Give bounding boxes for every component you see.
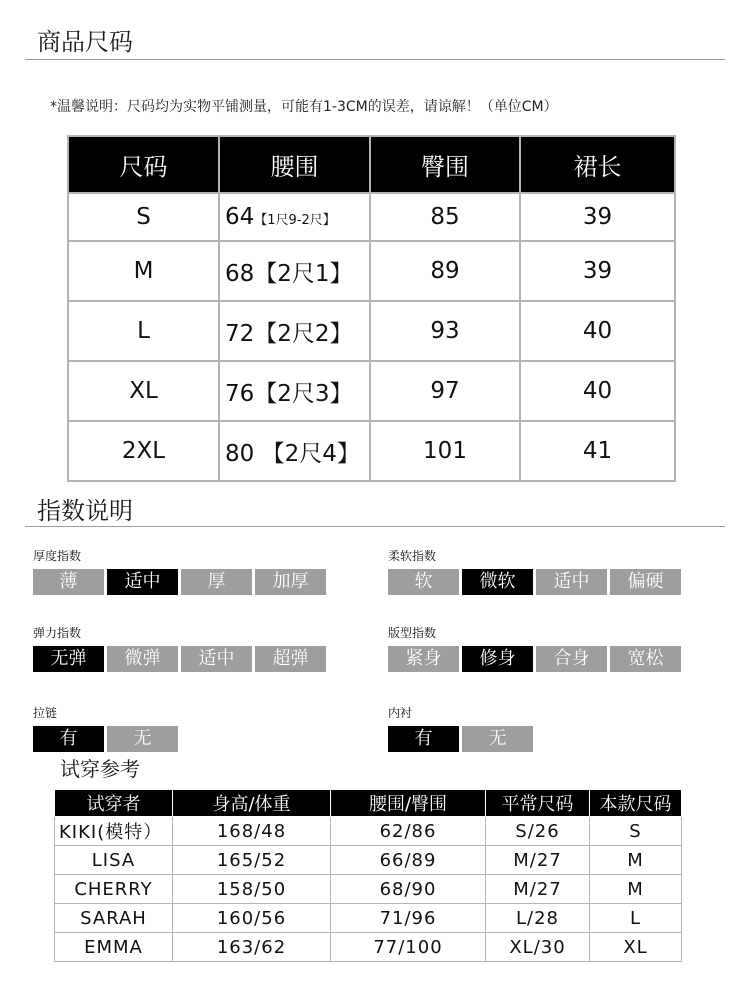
fit-index-scale	[388, 646, 681, 672]
usual-size-cell: S/26	[486, 817, 590, 846]
table-row	[55, 875, 682, 904]
usual-size-cell: XL/30	[486, 933, 590, 962]
index-divider	[25, 526, 725, 527]
thickness-option-thick: 厚	[181, 569, 252, 595]
size-cell: S	[68, 193, 219, 241]
elasticity-option-medium: 适中	[181, 646, 252, 672]
this-size-cell: M	[590, 875, 682, 904]
waist-hip-cell: 66/89	[331, 846, 486, 875]
usual-size-cell: M/27	[486, 875, 590, 904]
waist-chinese-value: 【2尺3】	[254, 380, 353, 407]
table-row	[55, 846, 682, 875]
waist-header: 腰围	[219, 136, 370, 193]
length-cell: 40	[520, 301, 675, 361]
waist-cell	[219, 193, 370, 241]
waist-hip-cell: 71/96	[331, 904, 486, 933]
table-row	[55, 904, 682, 933]
length-cell: 39	[520, 241, 675, 301]
size-cell: 2XL	[68, 421, 219, 481]
elasticity-option-slight: 微弹	[107, 646, 178, 672]
table-row	[55, 933, 682, 962]
hip-header: 臀围	[370, 136, 520, 193]
waist-value: 68	[225, 260, 255, 287]
lining-label: 内衬	[388, 706, 413, 720]
waist-cell	[219, 421, 370, 481]
waist-chinese-value: 【2尺1】	[254, 260, 353, 287]
elasticity-option-super: 超弹	[255, 646, 326, 672]
waist-hip-cell: 77/100	[331, 933, 486, 962]
lining-scale	[388, 726, 533, 752]
table-row	[68, 421, 675, 481]
softness-option-medium: 适中	[536, 569, 607, 595]
size-table-header	[68, 136, 675, 193]
hip-cell: 85	[370, 193, 520, 241]
waist-chinese-value: 【2尺2】	[254, 320, 353, 347]
elasticity-option-none: 无弹	[33, 646, 104, 672]
waist-value: 80	[225, 440, 262, 467]
hip-cell: 97	[370, 361, 520, 421]
elasticity-index-scale	[33, 646, 326, 672]
tester-header: 试穿者	[55, 790, 173, 817]
fit-option-loose: 宽松	[610, 646, 681, 672]
size-header: 尺码	[68, 136, 219, 193]
size-cell: M	[68, 241, 219, 301]
thickness-option-medium: 适中	[107, 569, 178, 595]
fitting-section-title: 试穿参考	[60, 757, 140, 781]
height-weight-cell: 168/48	[173, 817, 331, 846]
measurement-note: *温馨说明：尺码均为实物平铺测量，可能有1-3CM的误差，请谅解！（单位CM）	[50, 99, 558, 115]
this-size-header: 本款尺码	[590, 790, 682, 817]
softness-index-label: 柔软指数	[388, 549, 437, 563]
this-size-cell: M	[590, 846, 682, 875]
table-row	[68, 361, 675, 421]
waist-value: 64	[225, 204, 255, 230]
page-title: 商品尺码	[37, 28, 133, 56]
waist-value: 72	[225, 320, 255, 347]
this-size-cell: S	[590, 817, 682, 846]
softness-option-firm: 偏硬	[610, 569, 681, 595]
length-cell: 40	[520, 361, 675, 421]
tester-name: CHERRY	[55, 875, 173, 904]
waist-value: 76	[225, 380, 255, 407]
length-cell: 39	[520, 193, 675, 241]
table-row	[68, 193, 675, 241]
thickness-index-scale	[33, 569, 326, 595]
zipper-scale	[33, 726, 178, 752]
softness-option-soft: 软	[388, 569, 459, 595]
height-weight-header: 身高/体重	[173, 790, 331, 817]
table-row	[68, 241, 675, 301]
waist-hip-cell: 62/86	[331, 817, 486, 846]
waist-chinese-value: 【2尺4】	[261, 440, 360, 467]
size-table	[67, 135, 676, 482]
tester-name: EMMA	[55, 933, 173, 962]
fitting-table	[54, 789, 682, 962]
hip-cell: 101	[370, 421, 520, 481]
softness-index-scale	[388, 569, 681, 595]
height-weight-cell: 163/62	[173, 933, 331, 962]
thickness-index-label: 厚度指数	[33, 549, 82, 563]
this-size-cell: XL	[590, 933, 682, 962]
waist-cell	[219, 241, 370, 301]
zipper-option-no: 无	[107, 726, 178, 752]
fit-option-tight: 紧身	[388, 646, 459, 672]
size-cell: XL	[68, 361, 219, 421]
index-section-title: 指数说明	[37, 497, 133, 525]
usual-size-header: 平常尺码	[486, 790, 590, 817]
waist-chinese-value: 【1尺9-2尺】	[254, 213, 336, 228]
zipper-option-yes: 有	[33, 726, 104, 752]
lining-option-no: 无	[462, 726, 533, 752]
tester-name: LISA	[55, 846, 173, 875]
softness-option-slightly-soft: 微软	[462, 569, 533, 595]
waist-hip-cell: 68/90	[331, 875, 486, 904]
waist-cell	[219, 301, 370, 361]
hip-cell: 89	[370, 241, 520, 301]
table-row	[55, 817, 682, 846]
height-weight-cell: 160/56	[173, 904, 331, 933]
zipper-label: 拉链	[33, 706, 58, 720]
usual-size-cell: L/28	[486, 904, 590, 933]
thickness-option-extra-thick: 加厚	[255, 569, 326, 595]
waist-hip-header: 腰围/臀围	[331, 790, 486, 817]
elasticity-index-label: 弹力指数	[33, 626, 82, 640]
usual-size-cell: M/27	[486, 846, 590, 875]
title-divider	[25, 59, 725, 60]
height-weight-cell: 165/52	[173, 846, 331, 875]
table-row	[68, 301, 675, 361]
lining-option-yes: 有	[388, 726, 459, 752]
fit-index-label: 版型指数	[388, 626, 437, 640]
height-weight-cell: 158/50	[173, 875, 331, 904]
thickness-option-thin: 薄	[33, 569, 104, 595]
waist-cell	[219, 361, 370, 421]
this-size-cell: L	[590, 904, 682, 933]
length-cell: 41	[520, 421, 675, 481]
tester-name: SARAH	[55, 904, 173, 933]
fit-option-regular: 合身	[536, 646, 607, 672]
fitting-table-header	[55, 790, 682, 817]
tester-name: KIKI(模特）	[55, 817, 173, 846]
hip-cell: 93	[370, 301, 520, 361]
size-cell: L	[68, 301, 219, 361]
length-header: 裙长	[520, 136, 675, 193]
fit-option-slim: 修身	[462, 646, 533, 672]
